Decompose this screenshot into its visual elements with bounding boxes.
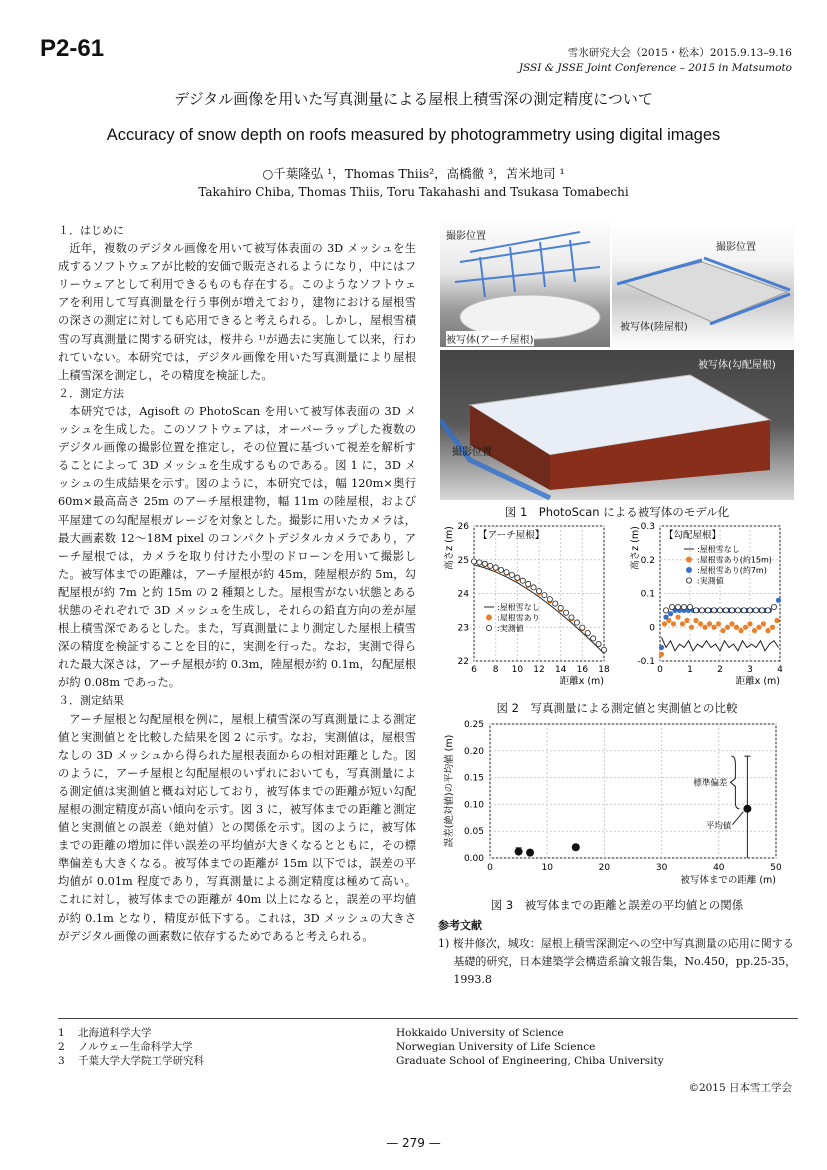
arch-point-measured <box>471 559 476 564</box>
fig3-xlabel: 被写体までの距離 (m) <box>680 875 776 886</box>
gable-xtick-label: 4 <box>777 665 783 675</box>
gable-point-measured <box>669 604 674 609</box>
title-ja: デジタル画像を用いた写真測量による屋根上積雪深の測定精度について <box>174 90 653 108</box>
fig1-label-camera-3: 撮影位置 <box>452 447 492 458</box>
gable-point-measured <box>753 608 758 613</box>
gable-legend-swatch <box>686 567 691 572</box>
gable-point-measured <box>699 608 704 613</box>
gable-point <box>756 625 761 630</box>
arch-ylabel: 高さz (m) <box>444 526 455 570</box>
gable-point <box>684 618 689 623</box>
arch-ytick-label: 23 <box>457 623 469 634</box>
gable-legend-swatch <box>686 557 691 562</box>
fig3-std-label: 標準偏差 <box>693 778 728 789</box>
title-en: Accuracy of snow depth on roofs measured by photogrammetry using digital images <box>106 126 721 144</box>
fig3-xtick-label: 0 <box>487 863 493 873</box>
gable-point <box>702 625 707 630</box>
section-heading: ３．測定結果 <box>58 694 124 708</box>
section-text: アーチ屋根と勾配屋根を例に，屋根上積雪深の写真測量による測定値と実測値とを比較した結果を図 2 に示す。なお，実測値は，屋根雪なしの 3D メッシュから得られた屋根表面からの相対距離とした。図のように，アーチ屋根と勾配屋根のいずれにおいても，写真測量による測定値は実測値と概ね対応しており，被写体までの距離が短い勾配屋根の測定精度が高い傾向を示す。図 3 に，被写体までの距離と測定値と実測値との誤差（絶対値）との関係を示す。図のように，被写体までの距離の増加に伴い誤差の平均値が大きくなるとともに，その標準偏差も大きくなる。被写体までの距離が 15m 以下では，誤差の平均値が 0.01m 程度であり，写真測量による測定精度は極めて高い。これに対し，被写体までの距離が 40m 以上になると，誤差の平均値が約 0.1m となり，精度が低下する。これは，3D メッシュの大きさがデジタル画像の画素数に依存するためであると考えられる。 <box>58 712 416 943</box>
fig2-charts <box>438 518 798 698</box>
arch-point-measured <box>504 570 509 575</box>
arch-point-measured <box>520 578 525 583</box>
footnote-ja: 千葉大学大学院工学研究科 <box>78 1055 204 1067</box>
section-text: 近年，複数のデジタル画像を用いて被写体表面の 3D メッシュを生成するソフトウェアが比較的安価で販売されるようになり，中にはフリーウェアとして利用できるものも存在する。このようなソフトウェアを利用して写真測量を行う事例が増えており，建物における屋根雪の深さの測定に対しても応用できると考えられる。しかし，屋根雪積雪の写真測量に関する研究は，桜井ら ¹⁾が過去に実施して以来，行われていない。本研究では，デジタル画像を用いた写真測量により屋根上積雪深を測定し，その精度を検証した。 <box>58 242 416 382</box>
arch-ytick-label: 25 <box>457 555 469 566</box>
fig3-caption: 図 3 被写体までの距離と誤差の平均値との関係 <box>490 898 744 912</box>
arch-ytick-label: 22 <box>457 657 469 667</box>
gable-point-measured <box>765 608 770 613</box>
fig1-label-camera-2: 撮影位置 <box>716 242 756 253</box>
arch-point-measured <box>585 630 590 635</box>
gable-point <box>734 625 739 630</box>
fig3-ytick-label: 0.05 <box>463 827 484 838</box>
gable-point-measured <box>675 604 680 609</box>
gable-point-measured <box>747 608 752 613</box>
arch-ytick-label: 26 <box>457 522 469 532</box>
conference-en: JSSI & JSSE Joint Conference – 2015 in Matsumoto <box>518 62 792 74</box>
arch-xtick-label: 8 <box>492 665 499 675</box>
gable-xlabel: 距離x (m) <box>735 676 780 687</box>
arch-xtick-label: 18 <box>598 665 610 675</box>
arch-point-measured <box>482 561 487 566</box>
footnote-ja: ノルウェー生命科学大学 <box>78 1041 193 1053</box>
arch-ytick-label: 24 <box>457 589 469 600</box>
arch-panel-label: 【アーチ屋根】 <box>478 530 545 541</box>
gable-legend-label: :屋根雪なし <box>697 545 740 554</box>
gable-point <box>774 618 779 623</box>
gable-legend-label: :屋根雪あり(約7m) <box>697 566 767 575</box>
gable-point-measured <box>687 604 692 609</box>
arch-legend-label: :屋根雪あり <box>497 613 540 623</box>
gable-ytick-label: 0.2 <box>640 555 655 566</box>
fig3-xtick-label: 20 <box>598 863 611 873</box>
fig1-caption: 図 1 PhotoScan による被写体のモデル化 <box>504 505 730 519</box>
gable-point-measured <box>663 608 668 613</box>
arch-point-measured <box>596 642 601 647</box>
gable-point-measured <box>741 608 746 613</box>
gable-point-measured <box>681 604 686 609</box>
fig3-xtick-label: 50 <box>770 863 782 873</box>
gable-point <box>729 621 734 626</box>
arch-legend-swatch <box>486 625 491 630</box>
footnote-row <box>58 1054 798 1068</box>
arch-point-measured <box>601 647 606 652</box>
gable-point-measured <box>735 608 740 613</box>
fig3-ytick-label: 0.15 <box>463 773 484 784</box>
fig3-xtick-label: 30 <box>655 863 668 873</box>
arch-point-measured <box>515 575 520 580</box>
gable-xtick-label: 0 <box>657 665 663 675</box>
arch-point-measured <box>563 610 568 615</box>
gable-xtick-label: 3 <box>747 665 753 675</box>
paper-id: P2-61 <box>40 35 105 62</box>
footnote-en: Norwegian University of Life Science <box>396 1041 596 1053</box>
arch-point-measured <box>536 589 541 594</box>
arch-legend-swatch <box>486 615 491 620</box>
gable-ytick-label: 0 <box>649 623 655 634</box>
gable-xtick-label: 2 <box>717 665 723 675</box>
footnote-row <box>58 1026 798 1040</box>
authors-ja: ○千葉隆弘 ¹，Thomas Thiis²，高橋徹 ³，苫米地司 ¹ <box>262 166 565 181</box>
body-text <box>58 222 416 946</box>
gable-point <box>668 611 673 616</box>
gable-point <box>770 625 775 630</box>
gable-point <box>747 621 752 626</box>
fig3-ytick-label: 0.25 <box>463 720 484 730</box>
fig3-chart <box>438 718 798 896</box>
fig3-point <box>515 848 523 856</box>
fig3-ytick-label: 0.00 <box>463 854 484 864</box>
gable-point-measured <box>711 608 716 613</box>
references-heading: 参考文献 <box>438 919 482 932</box>
fig3-xtick-label: 10 <box>541 863 553 873</box>
fig3-point <box>526 849 534 857</box>
fig3-ylabel: 誤差(絶対値)の平均値 (m) <box>444 734 455 848</box>
gable-point <box>689 625 694 630</box>
gable-point-measured <box>723 608 728 613</box>
gable-point <box>680 621 685 626</box>
arch-point-measured <box>553 601 558 606</box>
gable-panel-label: 【勾配屋根】 <box>664 530 722 541</box>
arch-point-measured <box>580 625 585 630</box>
arch-legend-label: :実測値 <box>497 624 524 633</box>
arch-point-measured <box>574 620 579 625</box>
gable-point <box>693 618 698 623</box>
footnote-number: 3 <box>58 1055 65 1067</box>
arch-point-measured <box>531 585 536 590</box>
gable-point <box>659 645 664 650</box>
fig3-xtick-label: 40 <box>713 863 725 873</box>
fig1-label-flat: 被写体(陸屋根) <box>620 322 688 333</box>
arch-xtick-label: 16 <box>576 665 589 675</box>
authors-en: Takahiro Chiba, Thomas Thiis, Toru Takahashi and Tsukasa Tomabechi <box>198 185 629 199</box>
arch-point-measured <box>526 581 531 586</box>
arch-xtick-label: 12 <box>533 665 545 675</box>
conference-info <box>519 46 792 76</box>
arch-xtick-label: 14 <box>554 665 567 675</box>
gable-point <box>663 615 668 620</box>
fig1-gable-model-image <box>440 350 794 500</box>
gable-point <box>720 628 725 633</box>
gable-point-measured <box>705 608 710 613</box>
section-heading: １．はじめに <box>58 224 124 237</box>
fig3-mean-arrow <box>732 812 743 825</box>
gable-ylabel: 高さz (m) <box>630 526 641 570</box>
arch-point-measured <box>591 636 596 641</box>
fig1-label-gable: 被写体(勾配屋根) <box>698 360 776 371</box>
page-number: — 279 — <box>386 1136 441 1150</box>
fig3-ytick-label: 0.20 <box>463 746 484 757</box>
gable-point <box>716 621 721 626</box>
reference-item: 1) 桜井修次，城攻：屋根上積雪深測定への空中写真測量の応用に関する基礎的研究，日本建築学会構造系論文報告集，No.450，pp.25-35，1993.8 <box>438 937 797 986</box>
fig3-mean-label: 平均値 <box>705 821 732 832</box>
gable-ytick-label: 0.3 <box>640 522 655 532</box>
arch-xtick-label: 6 <box>471 665 477 675</box>
gable-point <box>711 625 716 630</box>
fig3-point <box>743 805 751 813</box>
gable-point <box>752 628 757 633</box>
gable-point <box>659 652 664 657</box>
gable-point <box>725 625 730 630</box>
gable-xtick-label: 1 <box>687 665 693 675</box>
section-heading: ２．測定方法 <box>58 386 124 400</box>
gable-point-measured <box>759 608 764 613</box>
gable-legend-label: :屋根雪あり(約15m) <box>697 555 772 565</box>
gable-model-drawing <box>440 350 794 500</box>
fig3-ytick-label: 0.10 <box>463 800 484 811</box>
gable-point <box>743 625 748 630</box>
arch-point-measured <box>493 565 498 570</box>
fig3-point <box>572 843 580 851</box>
conference-ja: 雪氷研究大会（2015・松本）2015.9.13–9.16 <box>567 47 792 59</box>
gable-point-measured <box>717 608 722 613</box>
arch-point-measured <box>558 605 563 610</box>
gable-point <box>698 621 703 626</box>
footnote-ja: 北海道科学大学 <box>78 1027 152 1039</box>
gable-point <box>738 628 743 633</box>
copyright: ©2015 日本雪工学会 <box>688 1082 792 1094</box>
footnote-en: Graduate School of Engineering, Chiba University <box>396 1055 664 1067</box>
fig3-std-brace <box>730 756 739 809</box>
footnote-number: 1 <box>58 1027 65 1039</box>
gable-legend-swatch <box>686 578 691 583</box>
fig1-label-arch: 被写体(アーチ屋根) <box>446 331 534 346</box>
footnotes <box>58 1026 798 1068</box>
gable-point-measured <box>729 608 734 613</box>
footnote-en: Hokkaido University of Science <box>396 1027 564 1039</box>
footnote-rule <box>58 1018 798 1019</box>
arch-point-measured <box>477 560 482 565</box>
arch-legend-label: :屋根雪なし <box>497 603 540 612</box>
fig2-caption: 図 2 写真測量による測定値と実測値との比較 <box>496 701 738 715</box>
section-text: 本研究では，Agisoft の PhotoScan を用いて被写体表面の 3D メッシュを生成した。このソフトウェアは，オーバーラップした複数のデジタル画像の撮影位置を推定し，その位置に基づいて視差を解析することによって 3D メッシュを生成するものである。図 1 に，3D メッシュの生成結果を示す。図のように，本研究では，幅 120m×奥行 60m×最高高さ 25m のアーチ屋根建物，幅 11m の陸屋根，および平屋建ての勾配屋根ガレージを対象とした。撮影に用いたカメラは，最大画素数 12〜18M pixel のコンパクトデジタルカメラであり，アーチ屋根では，カメラを取り付けた小型のドローンを用いて撮影した。被写体までの距離は，アーチ屋根が約 45m，陸屋根が約 5m，勾配屋根が約 7m と約 15m の 2 種類とした。屋根雪がない状態とある状態のそれぞれで 3D メッシュを生成し，それらの鉛直方向の差が屋根上積雪深であるとした。また，写真測量により測定した屋根上積雪深の精度を検証することを目的に，実測を行った。なお，実測で得られた最大深さは，アーチ屋根が約 0.3m，陸屋根が約 0.1m，勾配屋根が約 0.08m であった。 <box>58 404 416 690</box>
references <box>438 917 798 989</box>
arch-point-measured <box>498 567 503 572</box>
gable-point-measured <box>771 604 776 609</box>
arch-point-measured <box>509 572 514 577</box>
gable-ytick-label: -0.1 <box>637 657 655 667</box>
gable-legend-label: :実測値 <box>697 576 724 586</box>
footnote-row <box>58 1040 798 1054</box>
gable-point <box>662 621 667 626</box>
gable-point <box>776 598 781 603</box>
footnote-number: 2 <box>58 1041 65 1053</box>
gable-point <box>761 621 766 626</box>
fig3-frame <box>490 724 776 858</box>
arch-xlabel: 距離x (m) <box>559 676 604 687</box>
arch-point-measured <box>542 593 547 598</box>
arch-xtick-label: 10 <box>511 665 524 675</box>
gable-ytick-label: 0.1 <box>640 589 655 600</box>
gable-point <box>707 621 712 626</box>
gable-point <box>675 615 680 620</box>
arch-point-measured <box>569 615 574 620</box>
arch-point-measured <box>488 563 493 568</box>
gable-point-measured <box>693 608 698 613</box>
gable-point <box>765 628 770 633</box>
fig1-label-camera-1: 撮影位置 <box>446 231 486 242</box>
arch-point-measured <box>547 597 552 602</box>
gable-point <box>671 621 676 626</box>
